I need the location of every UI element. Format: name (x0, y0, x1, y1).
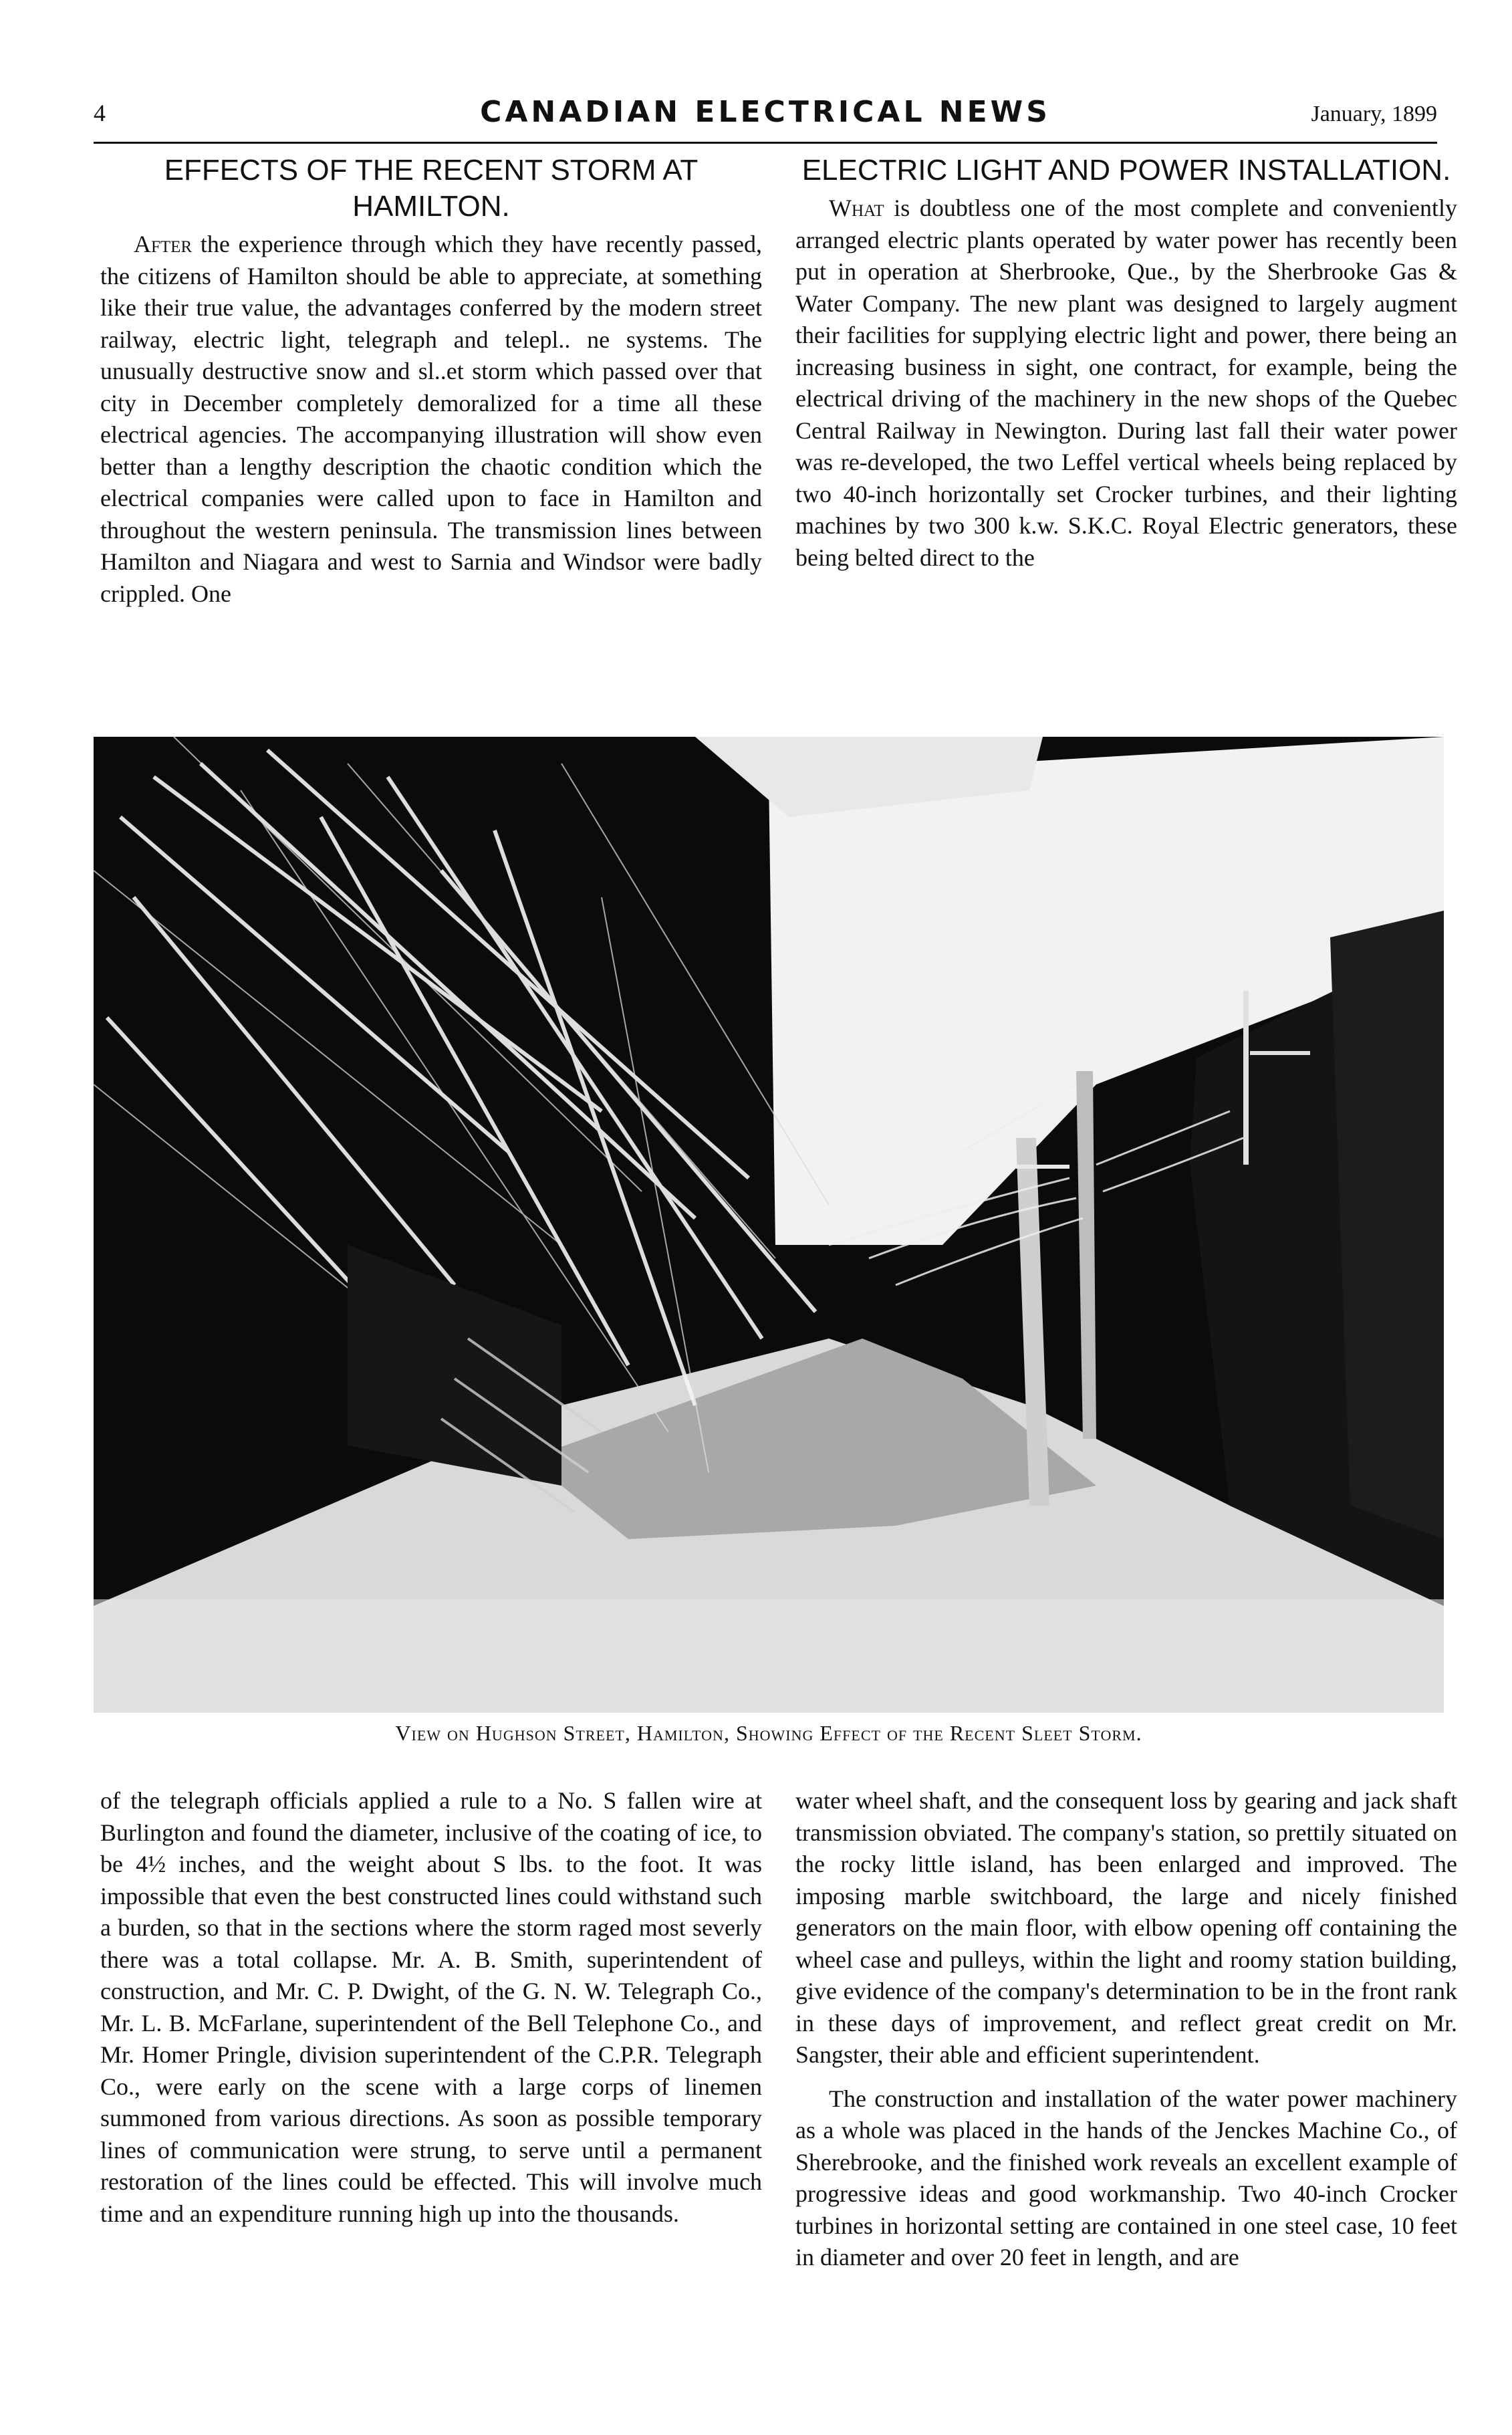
storm-paragraph-1 (100, 229, 762, 610)
power-paragraph-2: The construction and installation of the water power machinery as a whole was placed in the hands of the Jenckes Machine Co., of Sherebrooke, and the finished work reveals an excellent example of progressive ideas and good workmanship. Two 40-inch Crocker turbines in horizontal setting are contained in one steel case, 10 feet in diameter and over 20 feet in length, and are (795, 2085, 1457, 2271)
storm-article-top (100, 152, 762, 610)
issue-date: January, 1899 (1311, 102, 1437, 126)
storm-heading: EFFECTS OF THE RECENT STORM AT HAMILTON. (164, 154, 699, 223)
page-header (94, 95, 1437, 139)
photo-caption: View on Hughson Street, Hamilton, Showing Effect of the Recent Sleet Storm. (395, 1721, 1142, 1745)
power-article-bottom (795, 1785, 1457, 2274)
page-number: 4 (94, 100, 106, 126)
power-continuation: water wheel shaft, and the consequent loss by gearing and jack shaft transmission obviated. The company's station, so prettily situated on the rocky little island, has been enlarged and improved. The imposing marble switchboard, the large and nicely finished generators on the main floor, with elbow opening off containing the wheel case and pulleys, within the light and roomy station building, give evidence of the company's determination to be in the front rank in these days of improvement, and reflect great credit on Mr. Sangster, their able and efficient superintendent. (795, 1787, 1457, 2068)
masthead: CANADIAN ELECTRICAL NEWS (480, 95, 1051, 129)
storm-article-bottom (100, 1785, 762, 2230)
sleet-storm-photo (94, 737, 1444, 1713)
storm-continuation: of the telegraph officials applied a rule to a No. S fallen wire at Burlington and found the diameter, inclusive of the coating of ice, to be 4½ inches, and the weight about S lbs. to the foot. It was impossible that even the best constructed lines could withstand such a burden, so that in the sections where the storm raged most severly there was a total collapse. Mr. A. B. Smith, superintendent of construction, and Mr. C. P. Dwight, of the G. N. W. Telegraph Co., Mr. L. B. McFarlane, superintendent of the Bell Telephone Co., and Mr. Homer Pringle, division superintendent of the C.P.R. Telegraph Co., were early on the scene with a large corps of linemen summoned from various directions. As soon as possible temporary lines of communication were strung, to serve until a permanent restoration of the lines could be effected. This will involve much time and an expenditure running high up into the thousands. (100, 1787, 762, 2227)
storm-lead-word: After (134, 231, 193, 257)
street-photograph (94, 737, 1444, 1713)
power-paragraph-1-text: is doubtless one of the most complete and conveniently arranged electric plants operated by water power has recently been put in operation at Sherbrooke, Que., by the Sherbrooke Gas & Water Company. The new plant was designed to largely augment their facilities for supplying electric light and power, there being an increasing business in sight, one contract, for example, being the electrical driving of the machinery in the new shops of the Quebec Central Railway in Newington. During last fall their water power was re-developed, the two Leffel vertical wheels being replaced by two 40-inch horizontally set Crocker turbines, and their lighting machines by two 300 k.w. S.K.C. Royal Electric generators, these being belted direct to the (795, 195, 1457, 571)
power-lead-word: What (829, 195, 884, 221)
power-heading: ELECTRIC LIGHT AND POWER INSTALLATION. (801, 154, 1451, 187)
power-article-top (795, 152, 1457, 574)
storm-paragraph-1-text: the experience through which they have recently passed, the citizens of Hamilton should be able to appreciate, at something like their true value, the advantages conferred by the modern street railway, electric light, telegraph and telepl.. ne systems. The unusually destructive snow and sl..et storm which passed over that city in December completely demoralized for a time all these electrical agencies. The accompanying illustration will show even better than a lengthy description the chaotic condition which the electrical companies were called upon to face in Hamilton and throughout the western peninsula. The transmission lines between Hamilton and Niagara and west to Sarnia and Windsor were badly crippled. One (100, 231, 762, 607)
header-rule (94, 142, 1437, 144)
power-paragraph-1 (795, 193, 1457, 574)
